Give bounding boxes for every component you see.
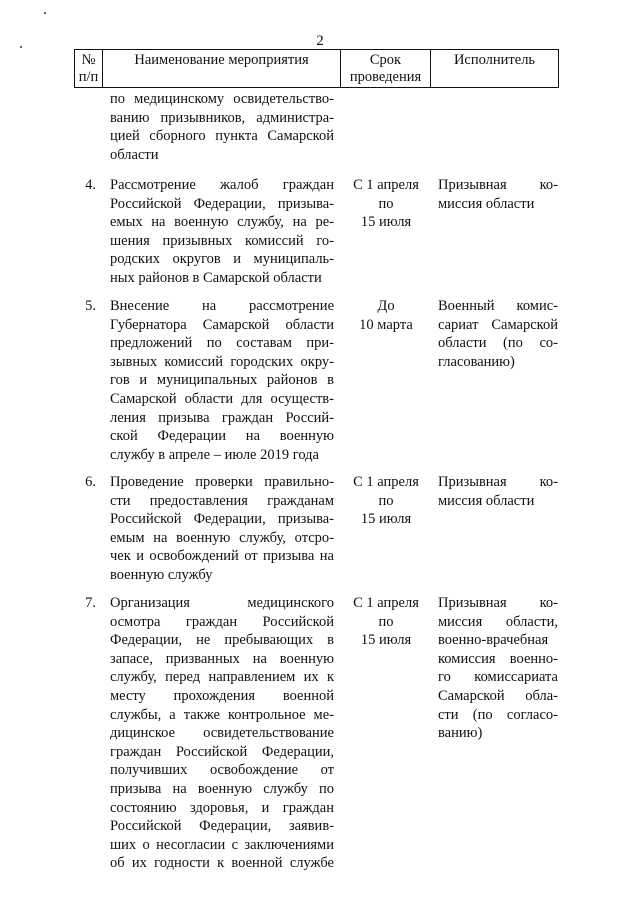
row-number: 5. [85, 298, 96, 314]
row-name: Рассмотрение жалоб граждан Российской Федерации, призыва- емых на военную службу, на ре- шения призывных комиссий го- родских округов и муниципаль- ных районов в Самарской области [110, 177, 334, 286]
row-executor: Призывная ко- миссия области, военно-врачебная комиссия военно- го комиссариата Самарской обла- сти (по согласо- ванию) [438, 595, 558, 742]
header-num: № п/п [75, 50, 103, 88]
scan-speck [44, 12, 46, 14]
header-exec: Исполнитель [431, 50, 559, 88]
row-term: С 1 апреля по 15 июля [353, 474, 419, 528]
row-number: 6. [85, 474, 96, 490]
row-executor: Военный комис- сариат Самарской области (по со- гласованию) [438, 298, 558, 370]
row-term: С 1 апреля по 15 июля [353, 177, 419, 231]
header-term: Срок проведения [341, 50, 431, 88]
table-header [74, 49, 559, 88]
row-name: Проведение проверки правильно- сти предоставления гражданам Российской Федерации, призыва- емым на военную службу, отсро- чек и освобождений от призыва на военную службу [110, 474, 334, 583]
header-name: Наименование мероприятия [103, 50, 341, 88]
row-name: Внесение на рассмотрение Губернатора Самарской области предложений по составам при- зывных комиссий городских окру- гов и муниципальных районов в Самарской области для осуществ- ления призыва граждан Россий- ской Федерации на военную службу в апреле – июле 2019 года [110, 298, 334, 463]
row-executor: Призывная ко- миссия области [438, 474, 558, 509]
row-name: Организация медицинского осмотра граждан Российской Федерации, не пребывающих в запасе, призванных на военную службу, перед направлением их к месту прохождения военной службы, а также контрольное ме- дицинское освидетельствование граждан Российской Федерации, получивших освобождение от призыва на военную службу по состоянию здоровья, и граждан Российской Федерации, заявив- ших о несогласии с заключениями об их годности к военной службе [110, 595, 334, 872]
row-name: по медицинскому освидетельство- ванию призывников, администра- цией сборного пункта Самарской области [110, 91, 334, 163]
row-number: 7. [85, 595, 96, 611]
row-executor: Призывная ко- миссия области [438, 177, 558, 212]
page-number: 2 [316, 33, 324, 49]
row-term: С 1 апреля по 15 июля [353, 595, 419, 649]
row-number: 4. [85, 177, 96, 193]
row-term: До 10 марта [359, 298, 413, 333]
